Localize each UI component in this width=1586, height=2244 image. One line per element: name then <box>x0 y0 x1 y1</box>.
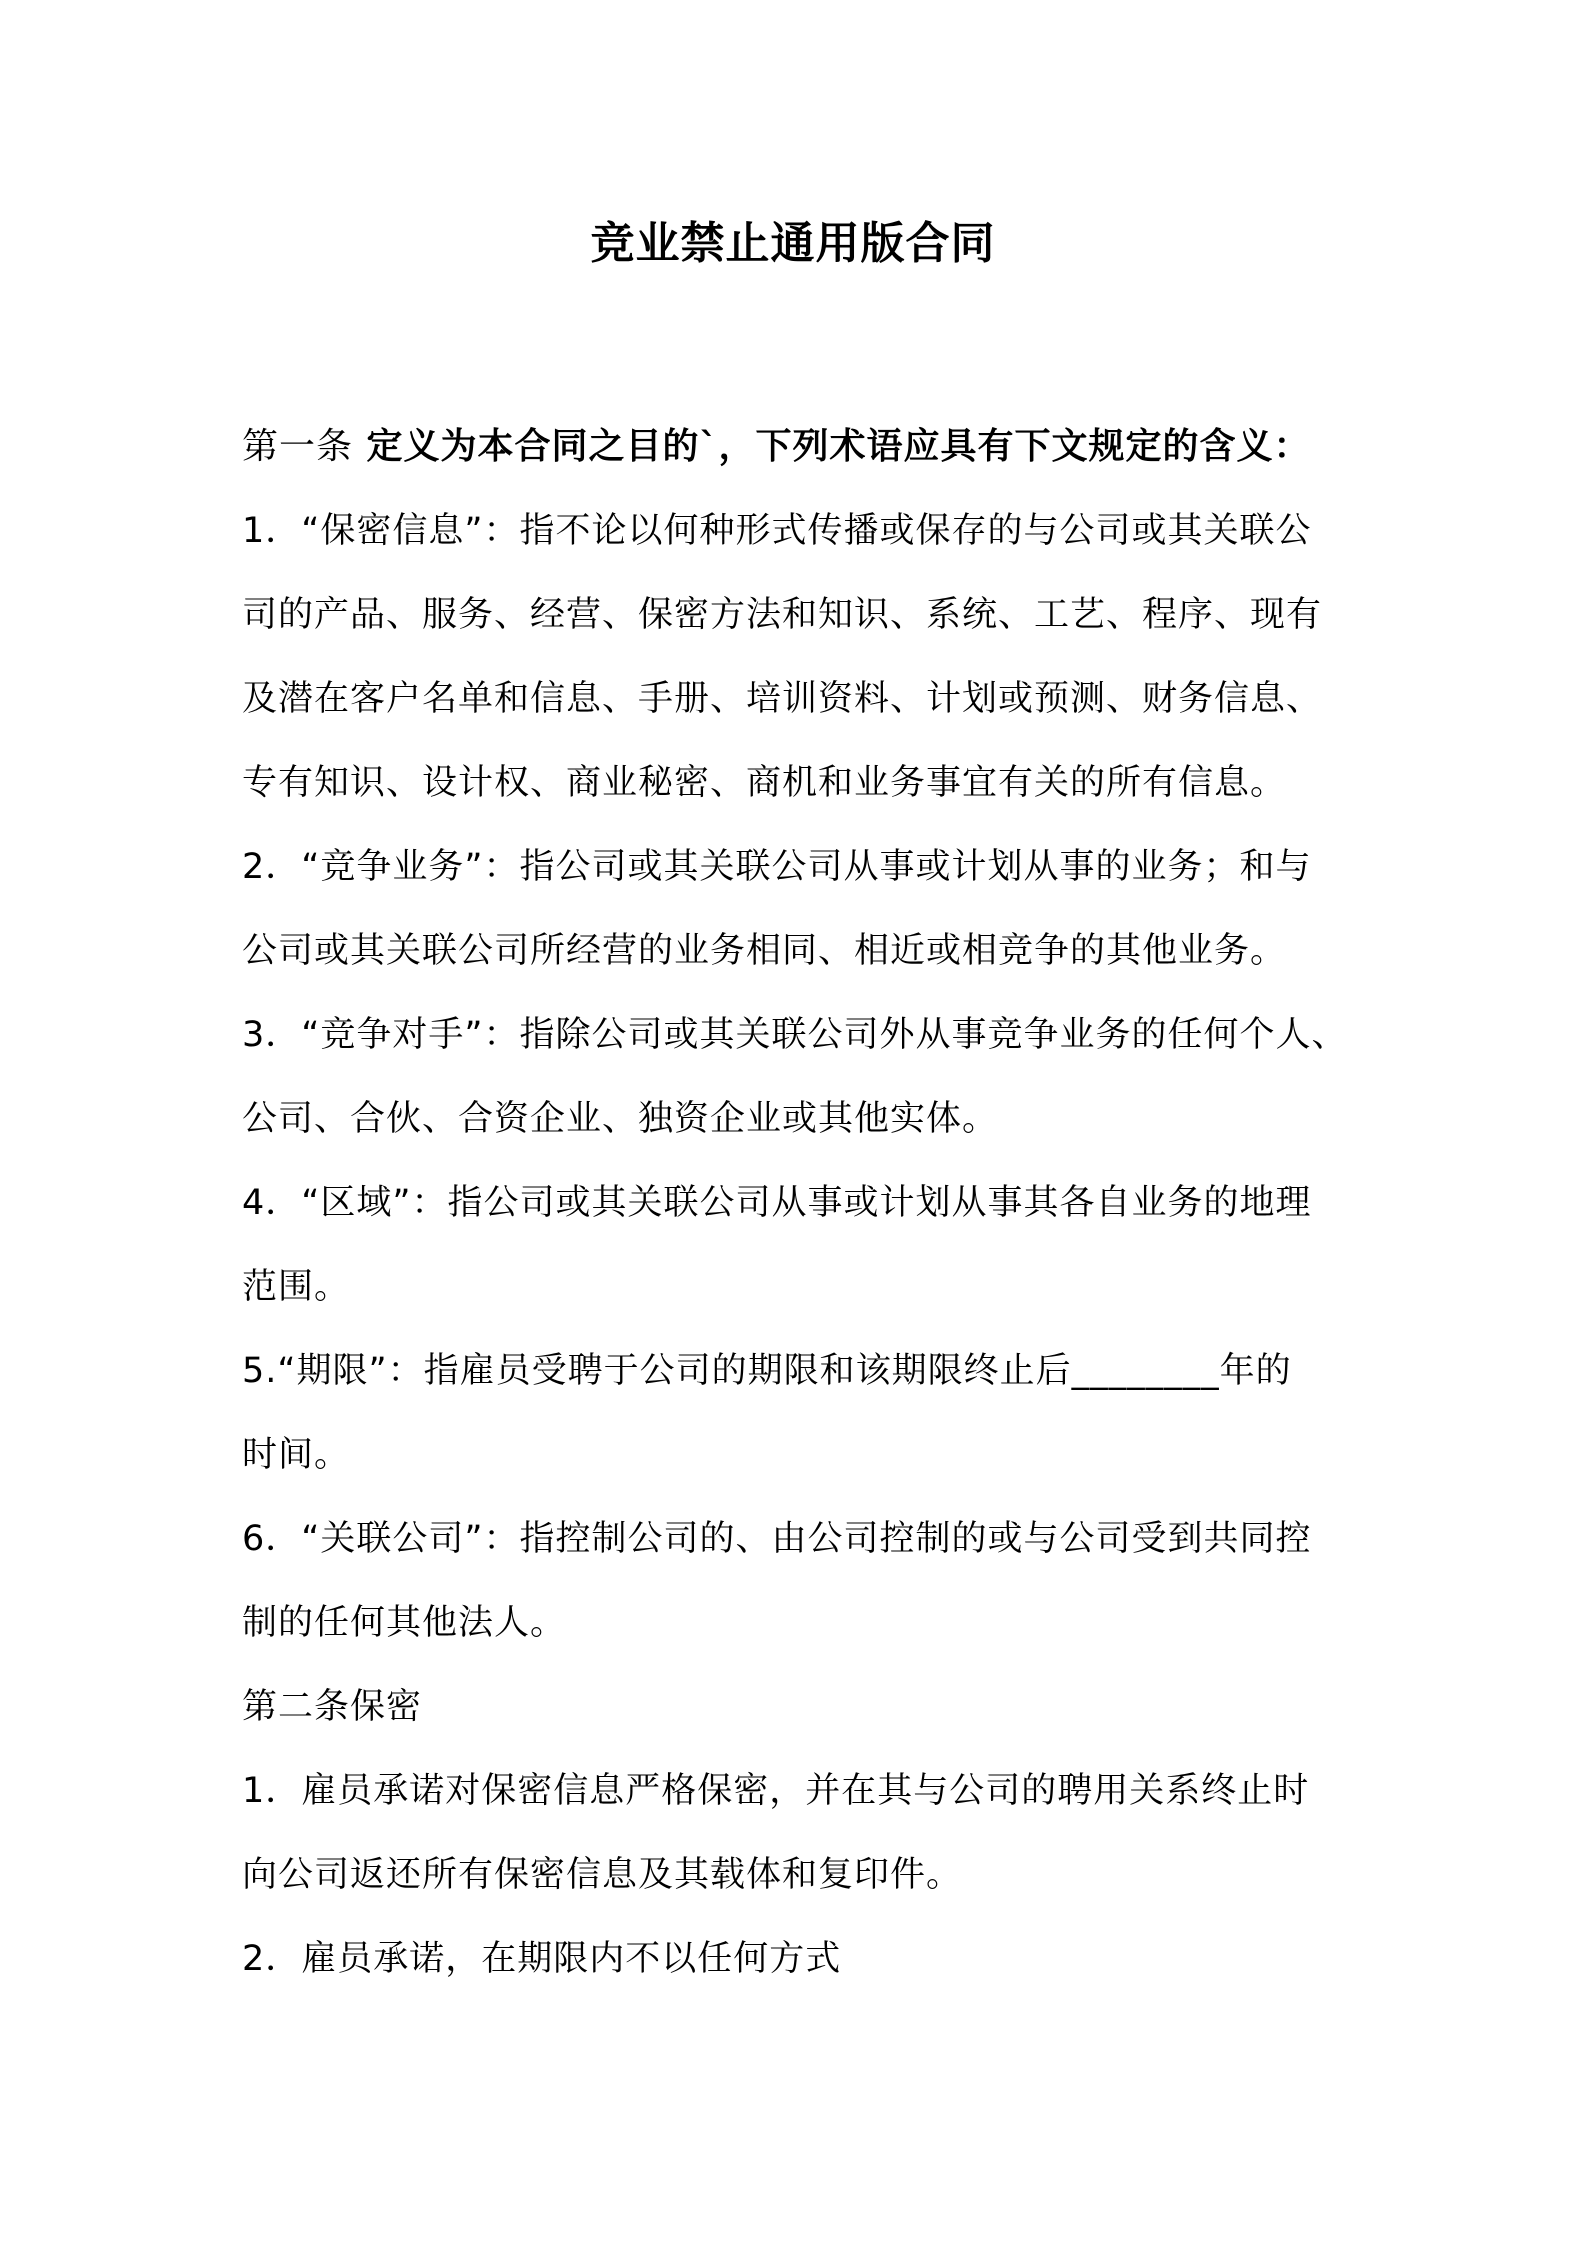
body-line: 公司或其关联公司所经营的业务相同、相近或相竞争的其他业务。 <box>242 931 1287 971</box>
body-line: 及潜在客户名单和信息、手册、培训资料、计划或预测、财务信息、 <box>242 679 1323 719</box>
body-line: 1．雇员承诺对保密信息严格保密，并在其与公司的聘用关系终止时 <box>242 1771 1310 1811</box>
body-line: 4．“区域”：指公司或其关联公司从事或计划从事其各自业务的地理 <box>242 1183 1312 1223</box>
article-1-text: 定义为本合同之目的`，下列术语应具有下文规定的含义： <box>353 426 1311 467</box>
document-body <box>242 405 1372 2001</box>
document-title: 竞业禁止通用版合同 <box>590 218 996 269</box>
body-line: 范围。 <box>242 1267 351 1307</box>
body-line: 2．雇员承诺，在期限内不以任何方式 <box>242 1939 842 1979</box>
body-line: 6．“关联公司”：指控制公司的、由公司控制的或与公司受到共同控 <box>242 1519 1312 1559</box>
body-line: 时间。 <box>242 1435 351 1475</box>
body-line: 2．“竞争业务”：指公司或其关联公司从事或计划从事的业务；和与 <box>242 847 1312 887</box>
article-1-heading <box>242 405 1372 489</box>
body-line: 制的任何其他法人。 <box>242 1603 567 1643</box>
body-line: 1．“保密信息”：指不论以何种形式传播或保存的与公司或其关联公 <box>242 511 1312 551</box>
body-line: 司的产品、服务、经营、保密方法和知识、系统、工艺、程序、现有 <box>242 595 1323 635</box>
article-1-label: 第一条 <box>242 426 354 467</box>
body-line: 专有知识、设计权、商业秘密、商机和业务事宜有关的所有信息。 <box>242 763 1287 803</box>
body-line: 公司、合伙、合资企业、独资企业或其他实体。 <box>242 1099 999 1139</box>
body-line: 向公司返还所有保密信息及其载体和复印件。 <box>242 1855 963 1895</box>
body-line: 3．“竞争对手”：指除公司或其关联公司外从事竞争业务的任何个人、 <box>242 1015 1348 1055</box>
article-2-heading: 第二条保密 <box>242 1687 423 1727</box>
body-line: 5.“期限”：指雇员受聘于公司的期限和该期限终止后________年的 <box>242 1351 1292 1391</box>
